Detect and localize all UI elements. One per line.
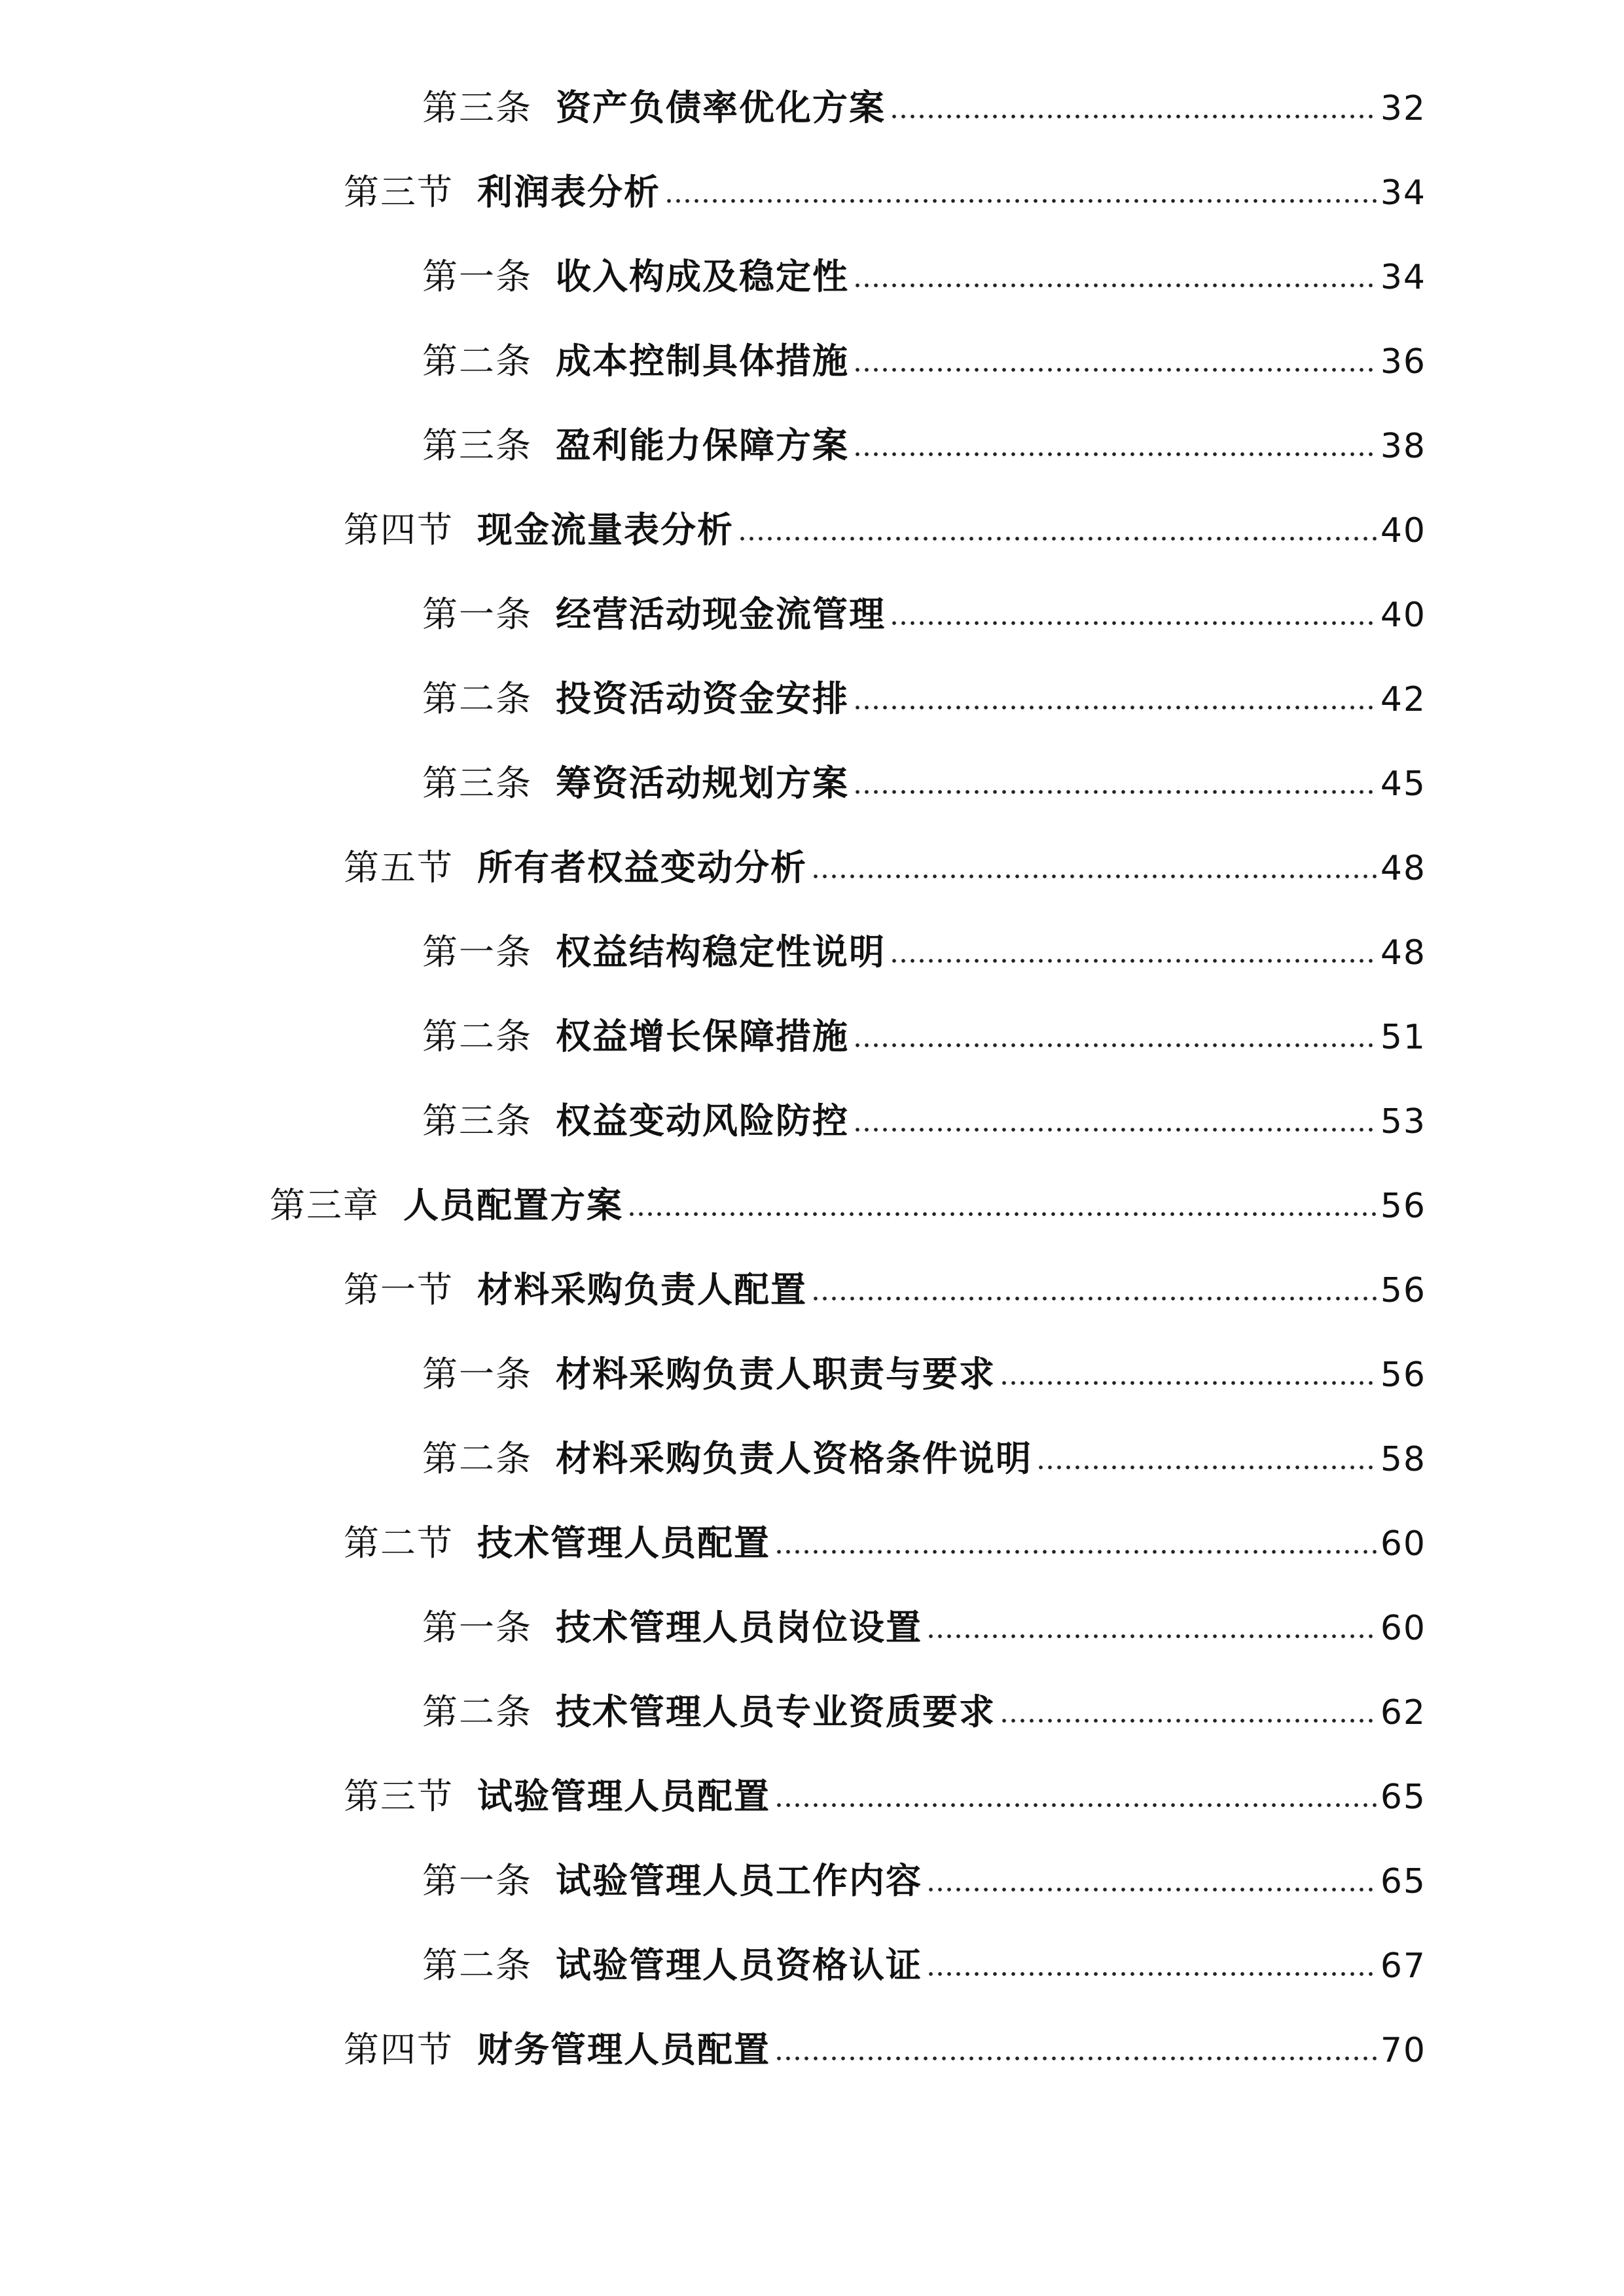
toc-entry-article[interactable] [422,588,1426,640]
entry-title: 财务管理人员配置 [477,2028,770,2070]
dot-leader [853,452,1377,457]
toc-entry-chapter[interactable] [270,1179,1426,1231]
page-number: 38 [1380,427,1426,466]
entry-title: 权益变动风险防控 [556,1100,849,1141]
entry-number: 第二条 [422,340,532,382]
page-number: 58 [1380,1440,1426,1479]
entry-title: 收入构成及稳定性 [556,255,849,297]
page-number: 65 [1380,1778,1426,1817]
toc-entry-article[interactable] [422,925,1426,978]
entry-title: 利润表分析 [477,171,660,213]
page-number: 34 [1380,258,1426,297]
page-number: 36 [1380,342,1426,382]
entry-number: 第四节 [344,2029,454,2070]
entry-number: 第三条 [422,425,532,466]
toc-entry-section[interactable] [344,166,1426,218]
toc-entry-section[interactable] [344,841,1426,893]
entry-title: 技术管理人员配置 [477,1522,770,1564]
entry-title: 人员配置方案 [403,1184,623,1226]
dot-leader [774,1549,1377,1554]
entry-number: 第三条 [422,762,532,804]
dot-leader [811,874,1377,879]
entry-title: 材料采购负责人配置 [477,1268,807,1310]
page-number: 34 [1380,173,1426,213]
entry-title: 权益结构稳定性说明 [556,931,886,973]
toc-entry-article[interactable] [422,81,1426,134]
dot-leader [890,620,1377,626]
entry-number: 第一节 [344,1269,454,1310]
dot-leader [926,1971,1377,1977]
dot-leader [926,1887,1377,1892]
entry-number: 第一条 [422,1607,532,1648]
toc-entry-article[interactable] [422,1432,1426,1484]
entry-number: 第二条 [422,1691,532,1732]
entry-number: 第一条 [422,931,532,973]
toc-entry-section[interactable] [344,503,1426,556]
toc-entry-article[interactable] [422,757,1426,809]
page-number: 40 [1380,511,1426,550]
entry-number: 第一条 [422,256,532,297]
dot-leader [738,536,1377,541]
entry-title: 资产负债率优化方案 [556,86,886,128]
entry-title: 成本控制具体措施 [556,340,849,382]
page-number: 62 [1380,1693,1426,1732]
toc-entry-article[interactable] [422,1685,1426,1738]
toc-entry-article[interactable] [422,1010,1426,1062]
page-number: 56 [1380,1187,1426,1226]
entry-title: 现金流量表分析 [477,509,734,550]
entry-number: 第三节 [344,171,454,213]
dot-leader [853,367,1377,372]
dot-leader [853,1043,1377,1048]
entry-title: 所有者权益变动分析 [477,846,807,888]
page-number: 60 [1380,1609,1426,1648]
entry-title: 技术管理人员岗位设置 [556,1606,922,1648]
toc-entry-article[interactable] [422,1601,1426,1653]
entry-title: 投资活动资金安排 [556,677,849,719]
dot-leader [1000,1718,1377,1723]
page-number: 70 [1380,2031,1426,2070]
toc-entry-article[interactable] [422,1094,1426,1147]
entry-number: 第一条 [422,1354,532,1395]
entry-number: 第三条 [422,87,532,128]
page-number: 56 [1380,1355,1426,1395]
page-number: 45 [1380,764,1426,804]
entry-number: 第二条 [422,1438,532,1479]
toc-entry-article[interactable] [422,1854,1426,1907]
dot-leader [664,198,1377,204]
entry-title: 盈利能力保障方案 [556,424,849,466]
dot-leader [774,2056,1377,2061]
page-number: 65 [1380,1862,1426,1901]
page-number: 40 [1380,596,1426,635]
entry-number: 第一条 [422,594,532,635]
toc-entry-section[interactable] [344,2023,1426,2075]
dot-leader [627,1211,1377,1217]
toc-entry-article[interactable] [422,419,1426,471]
entry-title: 材料采购负责人资格条件说明 [556,1437,1032,1479]
page-number: 67 [1380,1946,1426,1986]
toc-entry-article[interactable] [422,1348,1426,1400]
toc-entry-article[interactable] [422,1939,1426,1991]
entry-number: 第三节 [344,1776,454,1817]
entry-number: 第二条 [422,1945,532,1986]
page-number: 32 [1380,89,1426,128]
dot-leader [853,705,1377,710]
dot-leader [890,958,1377,963]
toc-entry-section[interactable] [344,1263,1426,1316]
toc-entry-article[interactable] [422,250,1426,302]
dot-leader [853,1127,1377,1132]
entry-number: 第五节 [344,847,454,888]
page-number: 48 [1380,849,1426,888]
toc-entry-article[interactable] [422,672,1426,725]
entry-title: 试验管理人员资格认证 [556,1944,922,1986]
entry-title: 试验管理人员工作内容 [556,1859,922,1901]
page-number: 42 [1380,680,1426,719]
entry-number: 第一条 [422,1860,532,1901]
entry-title: 筹资活动规划方案 [556,762,849,804]
entry-number: 第二条 [422,678,532,719]
entry-title: 技术管理人员专业资质要求 [556,1691,996,1732]
page-number: 60 [1380,1524,1426,1564]
entry-title: 试验管理人员配置 [477,1775,770,1817]
dot-leader [811,1296,1377,1301]
dot-leader [853,789,1377,795]
dot-leader [774,1803,1377,1808]
entry-number: 第四节 [344,509,454,550]
toc-entry-article[interactable] [422,334,1426,387]
dot-leader [926,1634,1377,1639]
entry-title: 权益增长保障措施 [556,1015,849,1057]
entry-number: 第二节 [344,1522,454,1564]
dot-leader [853,283,1377,288]
toc-entry-section[interactable] [344,1516,1426,1569]
page-number: 51 [1380,1018,1426,1057]
entry-number: 第三章 [270,1185,380,1226]
dot-leader [890,114,1377,119]
page-number: 48 [1380,933,1426,973]
entry-number: 第三条 [422,1100,532,1141]
entry-number: 第二条 [422,1016,532,1057]
toc-entry-section[interactable] [344,1770,1426,1822]
entry-title: 经营活动现金流管理 [556,593,886,635]
entry-title: 材料采购负责人职责与要求 [556,1353,996,1395]
dot-leader [1000,1380,1377,1386]
dot-leader [1036,1465,1377,1470]
page-number: 53 [1380,1102,1426,1141]
page-number: 56 [1380,1271,1426,1310]
